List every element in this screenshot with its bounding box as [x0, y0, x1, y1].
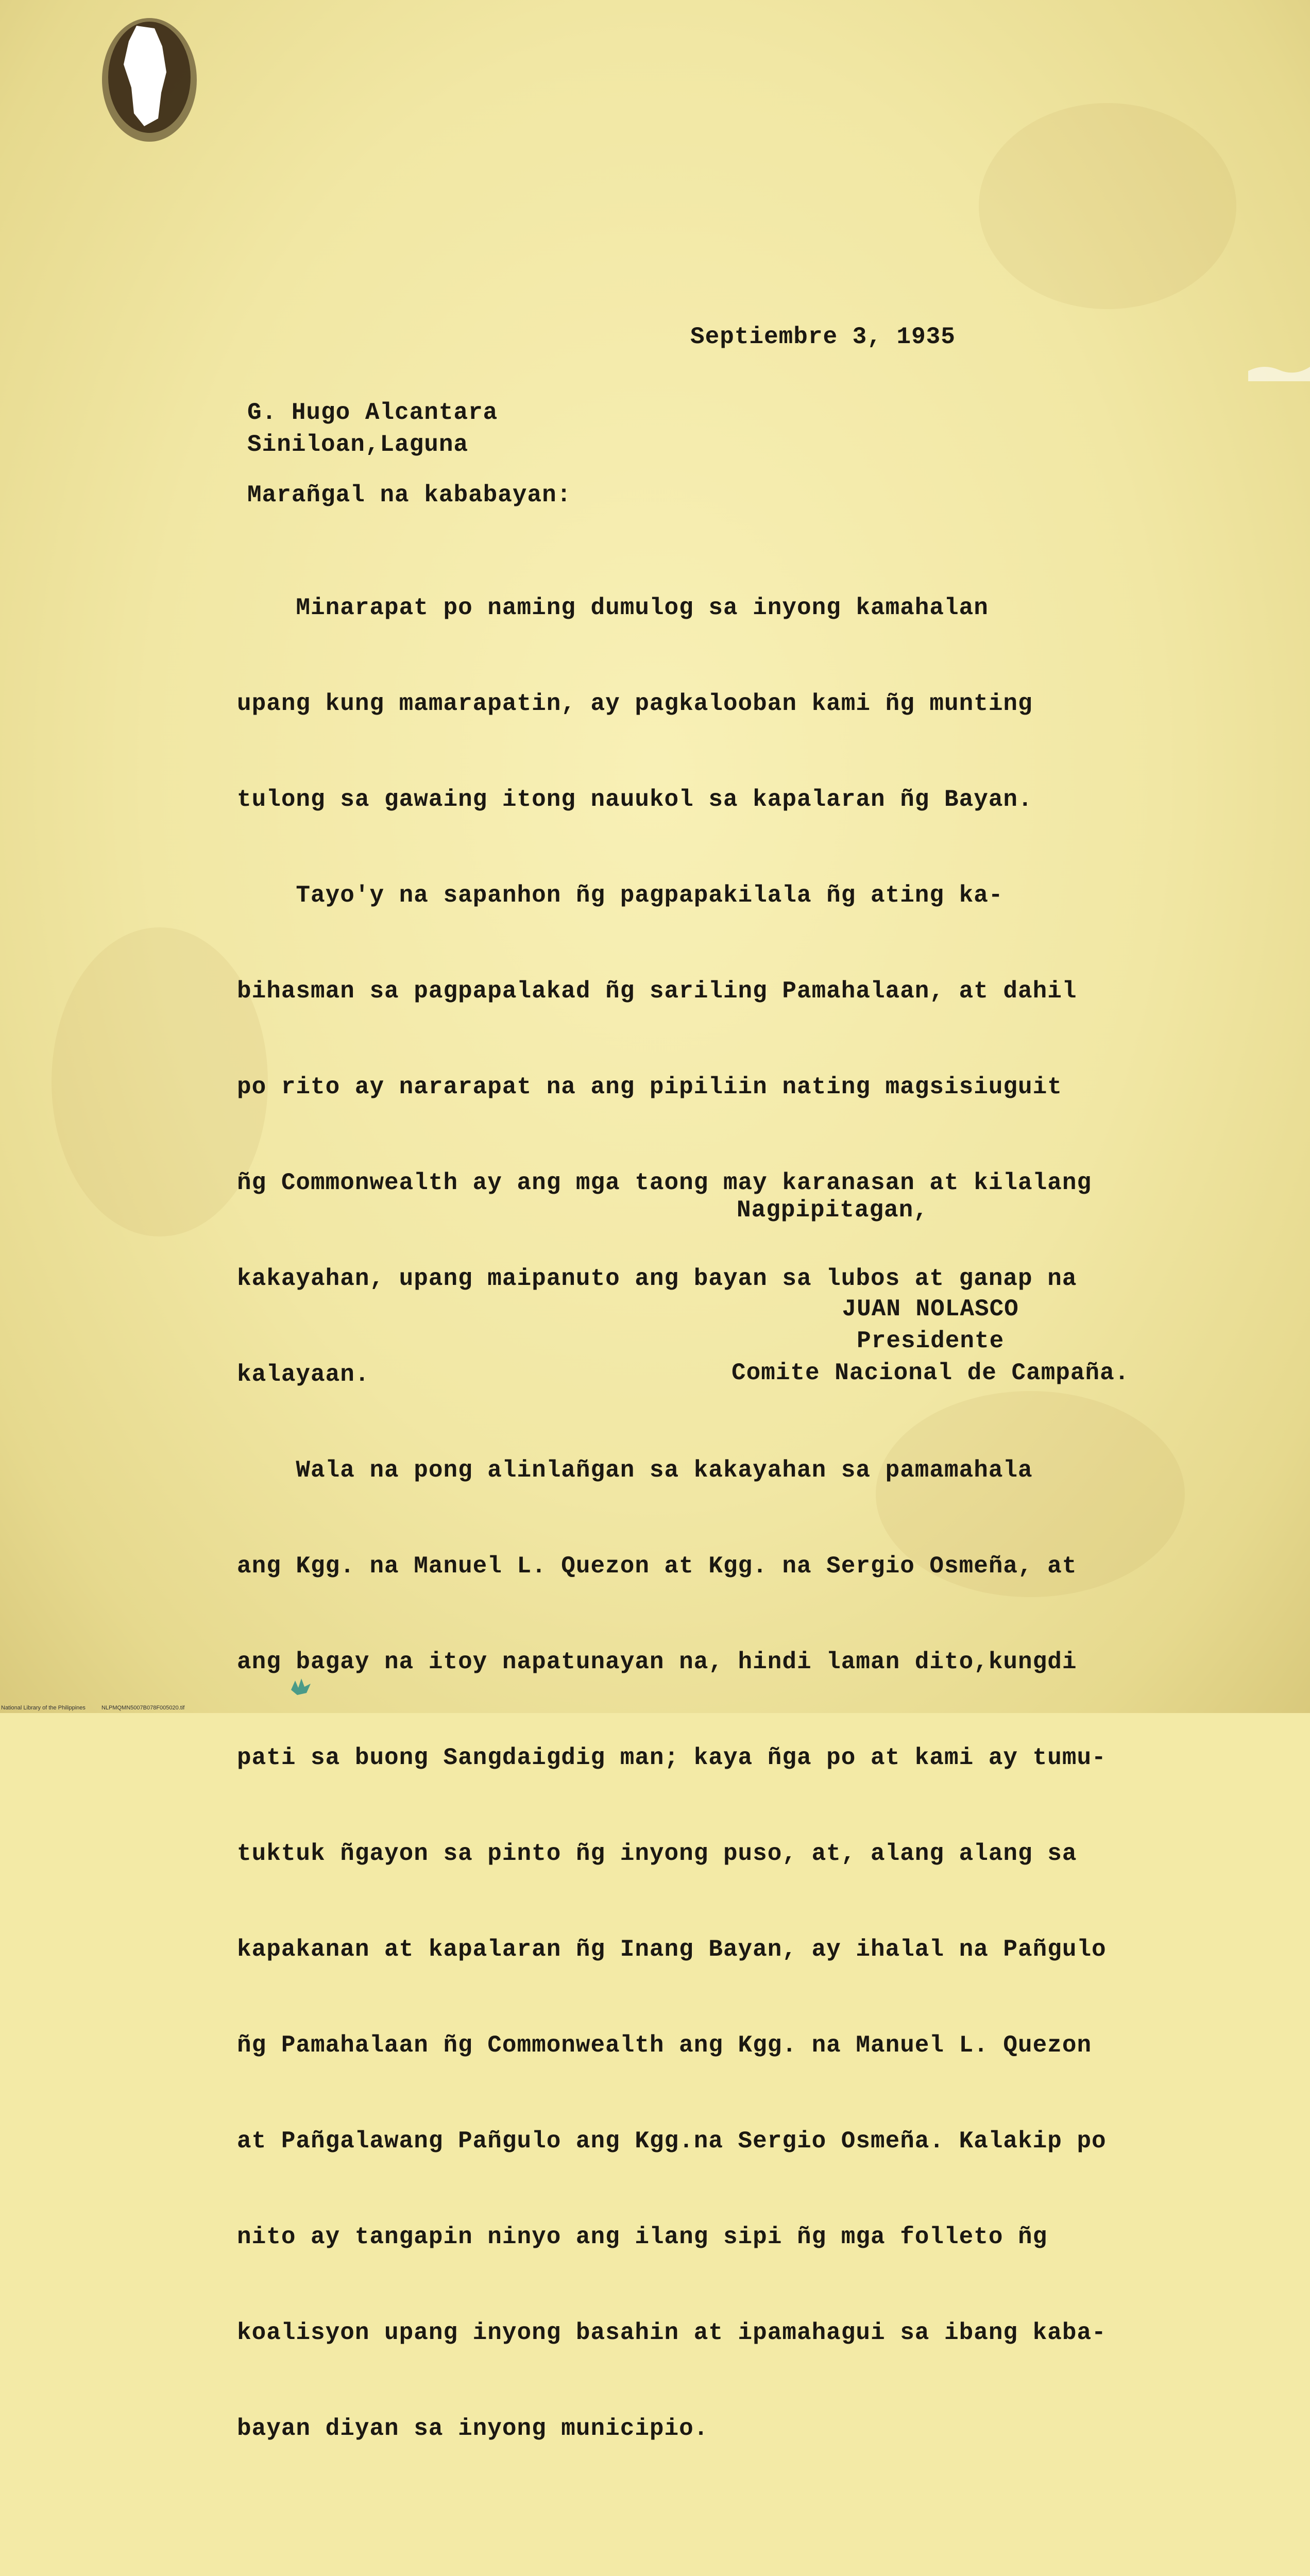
file-id: NLPMQMN5007B078F005020.tif [101, 1705, 185, 1711]
body-line: Minarapat po naming dumulog sa inyong kamahalan [237, 595, 989, 621]
burn-hole-icon [100, 15, 198, 144]
letter-body [237, 528, 1136, 2576]
signatory-organization: Comite Nacional de Campaña. [731, 1360, 1130, 1386]
body-line: kapakanan at kapalaran ñg Inang Bayan, ay ihalal na Pañgulo [237, 1936, 1107, 1963]
body-line [237, 2509, 1136, 2540]
body-line: po rito ay nararapat na ang pipiliin nating magsisiuguit [237, 1074, 1062, 1100]
ink-blot-icon [286, 1674, 317, 1698]
archive-footer [1, 1705, 199, 1711]
body-line: bayan diyan sa inyong municipio. [237, 2415, 709, 2442]
body-line: ñg Commonwealth ay ang mga taong may karanasan at kilalang [237, 1170, 1092, 1196]
signature-block [731, 1293, 1129, 1389]
body-line: Tayo'y na sapanhon ñg pagpapakilala ñg ating ka- [237, 882, 1003, 909]
recipient-name: G. Hugo Alcantara [247, 399, 498, 426]
body-line: pati sa buong Sangdaigdig man; kaya ñga po at kami ay tumu- [237, 1744, 1107, 1771]
body-line: upang kung mamarapatin, ay pagkalooban kami ñg munting [237, 690, 1033, 717]
letter-date: Septiembre 3, 1935 [690, 324, 956, 350]
body-line: ñg Pamahalaan ñg Commonwealth ang Kgg. na Manuel L. Quezon [237, 2032, 1092, 2059]
body-line: koalisyon upang inyong basahin at ipamahagui sa ibang kaba- [237, 2319, 1107, 2346]
body-line: nito ay tangapin ninyo ang ilang sipi ñg mga folleto ñg [237, 2224, 1048, 2250]
recipient-place: Siniloan,Laguna [247, 431, 469, 458]
salutation: Marañgal na kababayan: [247, 482, 572, 509]
paper-stain [979, 103, 1236, 309]
body-line: at Pañgalawang Pañgulo ang Kgg.na Sergio Osmeña. Kalakip po [237, 2128, 1107, 2155]
archive-name: National Library of the Philippines [1, 1705, 86, 1711]
signatory-title: Presidente [857, 1328, 1005, 1354]
signatory-name: JUAN NOLASCO [842, 1296, 1019, 1323]
recipient-block [247, 397, 498, 461]
body-line: tuktuk ñgayon sa pinto ñg inyong puso, at, alang alang sa [237, 1840, 1077, 1867]
body-line: kalayaan. [237, 1361, 370, 1388]
edge-tear-icon [1248, 361, 1310, 381]
closing: Nagpipitagan, [737, 1197, 928, 1224]
body-line: Wala na pong alinlañgan sa kakayahan sa pamamahala [237, 1457, 1033, 1484]
body-line: bihasman sa pagpapalakad ñg sariling Pamahalaan, at dahil [237, 978, 1077, 1005]
body-line: ang Kgg. na Manuel L. Quezon at Kgg. na Sergio Osmeña, at [237, 1553, 1077, 1580]
paper-stain [52, 927, 268, 1236]
body-line: ang bagay na itoy napatunayan na, hindi laman dito,kungdi [237, 1649, 1077, 1675]
body-line: kakayahan, upang maipanuto ang bayan sa lubos at ganap na [237, 1265, 1077, 1292]
body-line: tulong sa gawaing itong nauukol sa kapalaran ñg Bayan. [237, 786, 1033, 813]
